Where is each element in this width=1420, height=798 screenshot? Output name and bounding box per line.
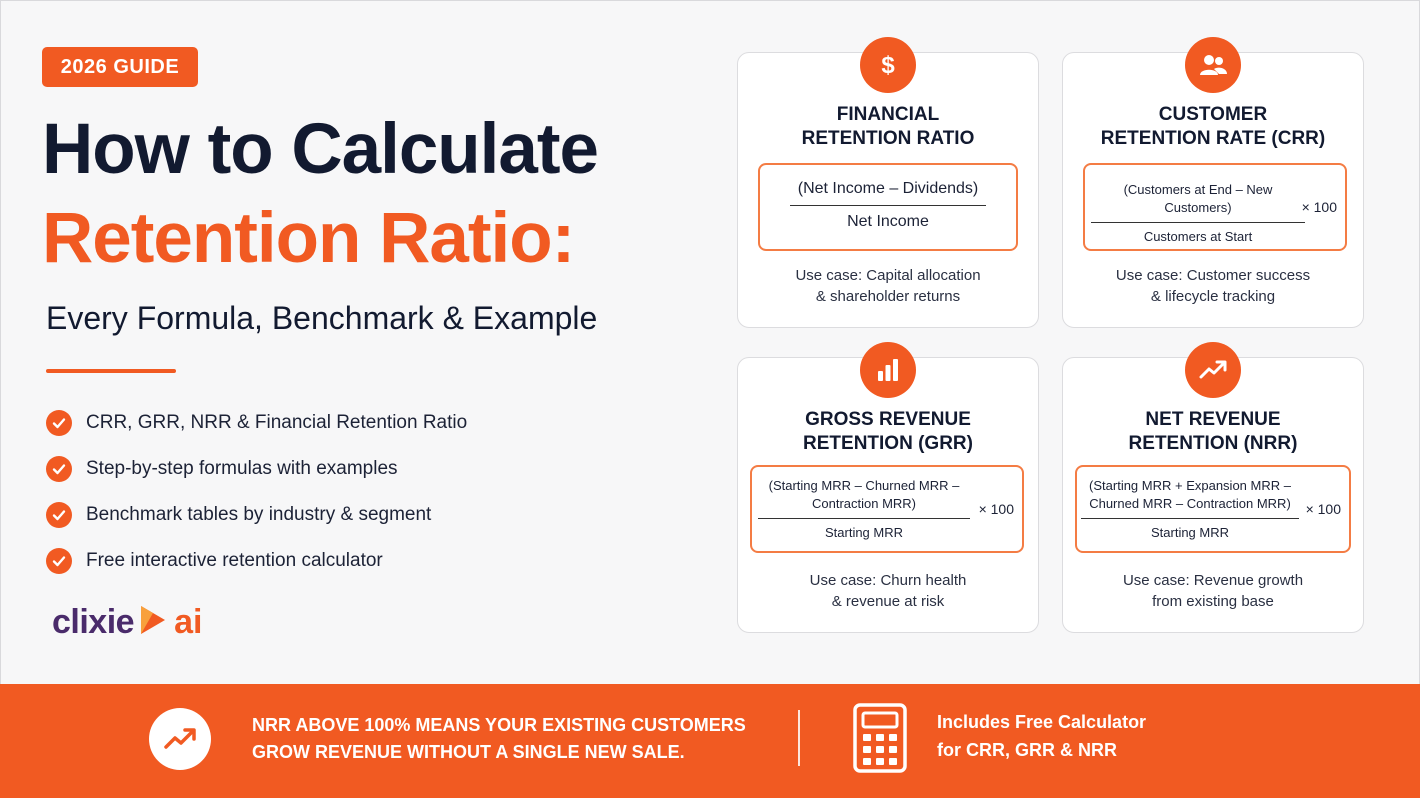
trending-up-icon — [149, 708, 211, 770]
checkmark-icon — [46, 548, 72, 574]
formula-numerator: (Starting MRR + Expansion MRR – Churned MRR – Contraction MRR) — [1089, 478, 1291, 511]
card-financial-retention — [737, 52, 1039, 328]
feature-list — [46, 400, 467, 584]
card-usecase: Use case: Customer success & lifecycle tracking — [1115, 267, 1311, 305]
card-title: NET REVENUE RETENTION (NRR) — [1128, 409, 1298, 454]
calculator-icon — [852, 702, 908, 779]
checkmark-icon — [46, 502, 72, 528]
formula-numerator: (Customers at End – New Customers) — [1123, 182, 1273, 215]
card-customer-retention — [1062, 52, 1364, 328]
formula-box — [1083, 163, 1347, 251]
card-title: FINANCIAL RETENTION RATIO — [801, 104, 975, 149]
formula-box — [750, 465, 1024, 553]
formula-fraction — [1091, 181, 1305, 246]
trending-up-icon — [1185, 342, 1241, 398]
feature-text: Benchmark tables by industry & segment — [86, 504, 432, 525]
clixie-logo — [52, 603, 202, 642]
feature-item — [46, 538, 467, 584]
card-usecase: Use case: Capital allocation & shareholder returns — [795, 267, 981, 305]
checkmark-icon — [46, 410, 72, 436]
formula-multiplier: × 100 — [978, 501, 1014, 517]
formula-numerator: (Net Income – Dividends) — [797, 180, 979, 197]
formula-fraction — [770, 179, 1006, 232]
formula-fraction — [758, 477, 970, 542]
checkmark-icon — [46, 456, 72, 482]
bar-chart-icon — [860, 342, 916, 398]
feature-item — [46, 492, 467, 538]
card-title: GROSS REVENUE RETENTION (GRR) — [803, 409, 973, 454]
svg-text:$: $ — [881, 52, 895, 79]
feature-item — [46, 400, 467, 446]
card-gross-revenue-retention — [737, 357, 1039, 633]
subtitle: Every Formula, Benchmark & Example — [46, 300, 598, 336]
formula-denominator: Starting MRR — [1150, 525, 1230, 540]
card-net-revenue-retention — [1062, 357, 1364, 633]
formula-multiplier: × 100 — [1301, 199, 1337, 215]
footer-separator — [798, 710, 800, 766]
footer-calculator-message: Includes Free Calculator for CRR, GRR & NRR — [937, 712, 1147, 760]
formula-denominator: Customers at Start — [1143, 229, 1253, 244]
play-logo-icon — [138, 603, 168, 642]
footer-banner — [0, 684, 1420, 798]
footer-nrr-message: NRR ABOVE 100% MEANS YOUR EXISTING CUSTOMERS GROW REVENUE WITHOUT A SINGLE NEW SALE. — [252, 715, 746, 762]
logo-suffix: ai — [174, 603, 203, 641]
dollar-icon — [860, 37, 916, 93]
guide-badge: 2026 GUIDE — [42, 47, 198, 87]
formula-box — [758, 163, 1018, 251]
title-line-2: Retention Ratio: — [42, 199, 575, 278]
feature-text: CRR, GRR, NRR & Financial Retention Ratio — [86, 412, 468, 433]
formula-denominator: Starting MRR — [824, 525, 904, 540]
formula-fraction — [1081, 477, 1299, 542]
card-usecase: Use case: Churn health & revenue at risk — [809, 572, 967, 610]
title-line-1: How to Calculate — [42, 110, 599, 189]
card-usecase: Use case: Revenue growth from existing base — [1122, 572, 1304, 610]
logo-word: clixie — [52, 603, 135, 641]
accent-divider — [46, 369, 176, 373]
feature-item — [46, 446, 467, 492]
users-icon — [1185, 37, 1241, 93]
feature-text: Step-by-step formulas with examples — [86, 458, 398, 479]
feature-text: Free interactive retention calculator — [86, 550, 383, 571]
formula-numerator: (Starting MRR – Churned MRR – Contraction MRR) — [768, 478, 960, 511]
formula-box — [1075, 465, 1351, 553]
card-title: CUSTOMER RETENTION RATE (CRR) — [1100, 104, 1326, 149]
formula-denominator: Net Income — [847, 213, 929, 230]
formula-multiplier: × 100 — [1305, 501, 1341, 517]
